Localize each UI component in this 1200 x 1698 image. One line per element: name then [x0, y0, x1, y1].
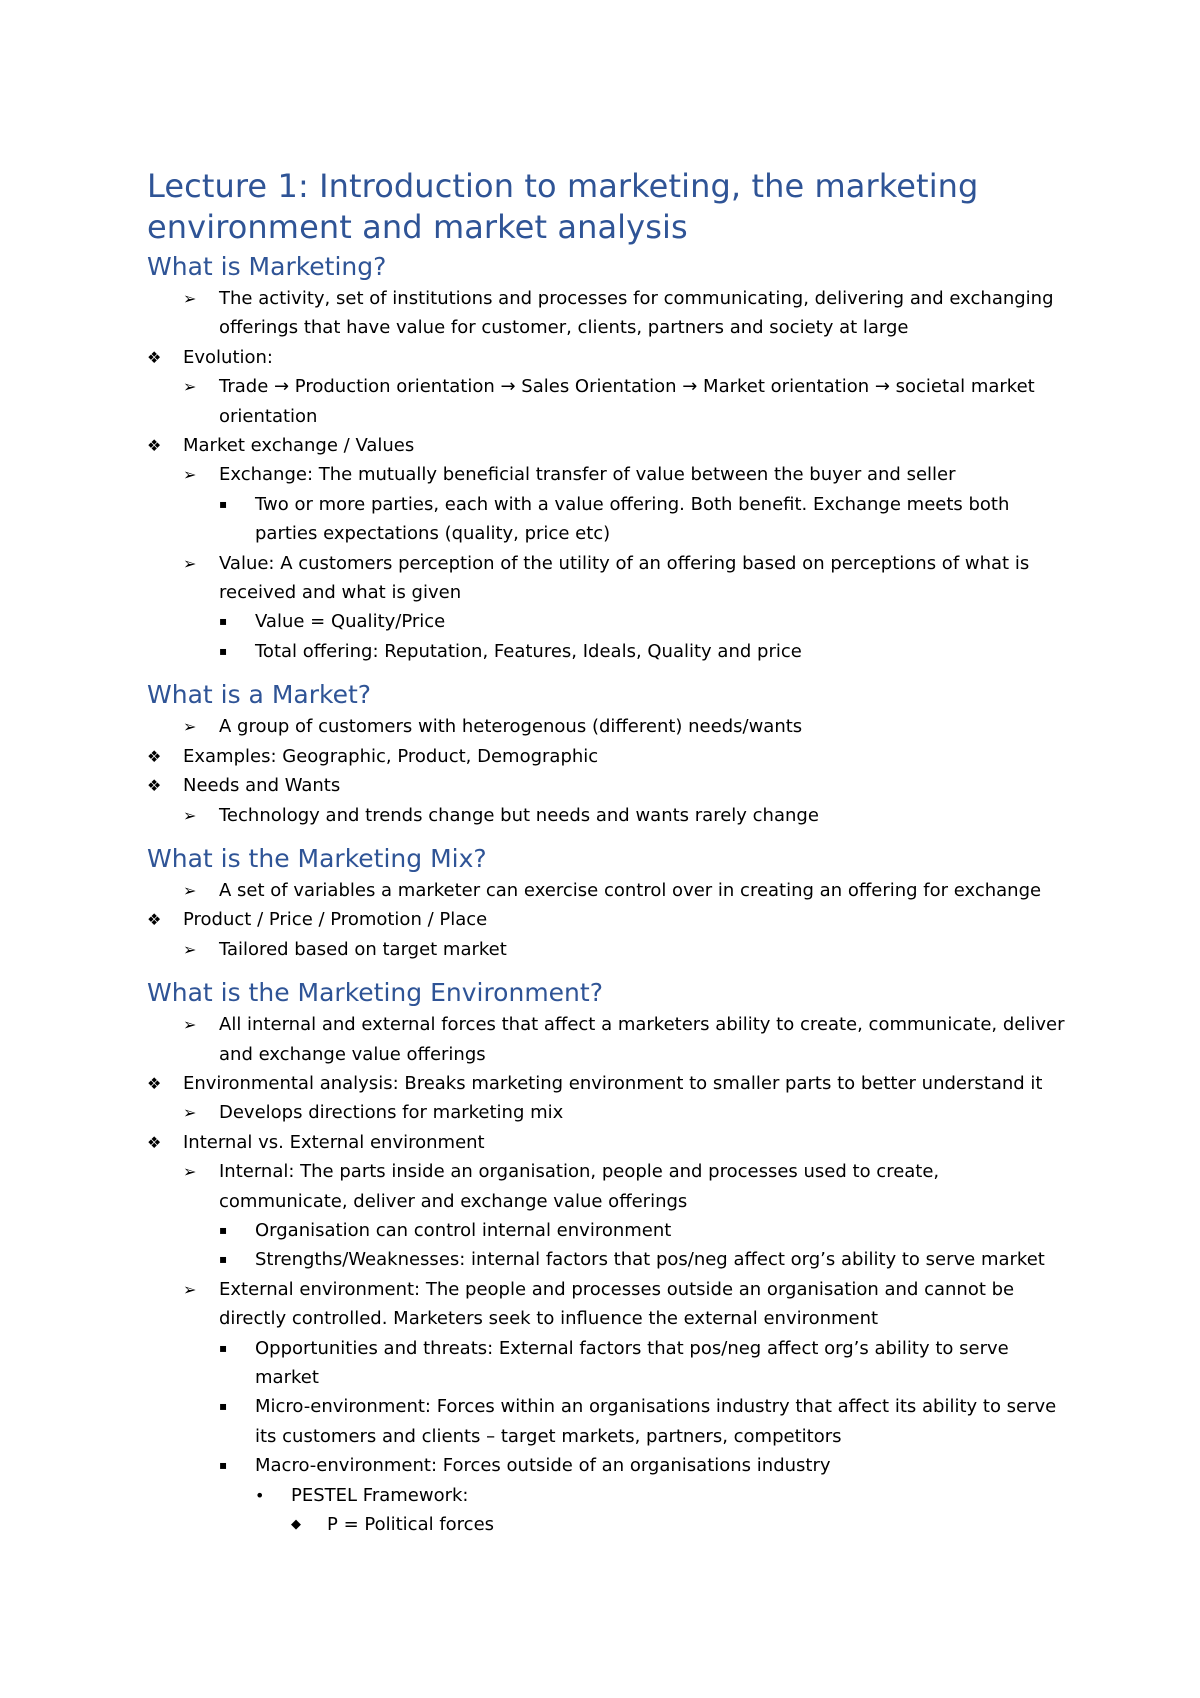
- list-item-text: Macro-environment: Forces outside of an organisations industry: [255, 1455, 831, 1477]
- section-heading: What is a Market?: [147, 680, 372, 710]
- list-item-text: All internal and external forces that affect a marketers ability to create, communicate, deliver and exchange value offerings: [219, 1014, 1065, 1065]
- list-item-text: Examples: Geographic, Product, Demographic: [183, 745, 599, 767]
- diamond4-bullet-icon: ❖: [147, 776, 162, 796]
- list-item-text: Opportunities and threats: External factors that pos/neg affect org’s ability to serve market: [255, 1337, 1009, 1388]
- list-item-text: External environment: The people and processes outside an organisation and cannot be directly controlled. Marketers seek to influence the external environment: [219, 1278, 1015, 1330]
- list-item-text: Develops directions for marketing mix: [219, 1102, 564, 1124]
- arrow-bullet-icon: ➢: [183, 1162, 197, 1182]
- list-item-text: Total offering: Reputation, Features, Ideals, Quality and price: [255, 640, 802, 662]
- list-item: [147, 607, 1067, 636]
- list-item-text: Trade → Production orientation → Sales Orientation → Market orientation → societal market orientation: [219, 376, 1035, 427]
- list-item-text: Internal: The parts inside an organisation, people and processes used to create, communicate, deliver and exchange value offerings: [219, 1161, 940, 1212]
- section-heading: What is the Marketing Environment?: [147, 978, 603, 1008]
- document-body: [147, 166, 1067, 1539]
- list-item: [147, 1510, 1067, 1539]
- list-item-text: A set of variables a marketer can exercise control over in creating an offering for exchange: [219, 879, 1042, 901]
- list-item-text: Internal vs. External environment: [183, 1131, 485, 1153]
- list-item: [147, 1275, 1067, 1334]
- arrow-bullet-icon: ➢: [183, 1015, 197, 1035]
- diamond4-bullet-icon: ❖: [147, 746, 162, 766]
- list-item: [147, 637, 1067, 666]
- list-item-text: Exchange: The mutually beneficial transfer of value between the buyer and seller: [219, 464, 956, 486]
- square-bullet-icon: ▪: [219, 1252, 228, 1267]
- list-item: [147, 549, 1067, 608]
- square-bullet-icon: ▪: [219, 496, 228, 511]
- list-item: [147, 876, 1067, 905]
- list-item: [147, 1069, 1067, 1098]
- diamond-bullet-icon: ◆: [291, 1517, 301, 1533]
- list-item: [147, 712, 1067, 741]
- list-item-text: Two or more parties, each with a value offering. Both benefit. Exchange meets both parties expectations (quality, price etc): [255, 493, 1010, 545]
- list-item-text: Evolution:: [183, 346, 273, 368]
- list-item-text: P = Political forces: [327, 1514, 495, 1536]
- list-item-text: Product / Price / Promotion / Place: [183, 909, 488, 931]
- list-item: [147, 1451, 1067, 1480]
- arrow-bullet-icon: ➢: [183, 1279, 197, 1299]
- list-item: [147, 1157, 1067, 1216]
- list-item: [147, 935, 1067, 964]
- list-item: [147, 905, 1067, 934]
- diamond4-bullet-icon: ❖: [147, 1073, 162, 1093]
- document-title: Lecture 1: Introduction to marketing, the marketing environment and market analysis: [147, 167, 979, 246]
- list-item-text: Micro-environment: Forces within an organisations industry that affect its ability to serve its customers and clients – target markets, partners, competitors: [255, 1396, 1057, 1447]
- section-heading: What is the Marketing Mix?: [147, 843, 487, 873]
- list-item-text: Value = Quality/Price: [255, 611, 446, 633]
- arrow-bullet-icon: ➢: [183, 880, 197, 900]
- diamond4-bullet-icon: ❖: [147, 347, 162, 367]
- list-item: [147, 460, 1067, 489]
- list-item-text: Needs and Wants: [183, 775, 341, 797]
- diamond4-bullet-icon: ❖: [147, 910, 162, 930]
- square-bullet-icon: ▪: [219, 643, 228, 658]
- arrow-bullet-icon: ➢: [183, 465, 197, 485]
- list-item-text: Tailored based on target market: [219, 938, 507, 960]
- list-item: [147, 1128, 1067, 1157]
- list-item: [147, 742, 1067, 771]
- list-item-text: The activity, set of institutions and processes for communicating, delivering and exchanging offerings that have value for customer, clients, partners and society at large: [219, 288, 1054, 339]
- list-item-text: PESTEL Framework:: [291, 1484, 469, 1506]
- square-bullet-icon: ▪: [219, 1458, 228, 1473]
- list-item: [147, 1334, 1067, 1393]
- arrow-bullet-icon: ➢: [183, 805, 197, 825]
- diamond4-bullet-icon: ❖: [147, 436, 162, 456]
- list-item: [147, 1098, 1067, 1127]
- list-item: [147, 343, 1067, 372]
- section-heading: What is Marketing?: [147, 252, 387, 281]
- list-item-text: Strengths/Weaknesses: internal factors that pos/neg affect org’s ability to serve market: [255, 1249, 1045, 1271]
- list-item: [147, 1481, 1067, 1510]
- arrow-bullet-icon: ➢: [183, 1103, 197, 1123]
- list-item-text: A group of customers with heterogenous (different) needs/wants: [219, 716, 803, 738]
- list-item-text: Market exchange / Values: [183, 435, 415, 457]
- list-item-text: Environmental analysis: Breaks marketing environment to smaller parts to better understand it: [183, 1072, 1043, 1094]
- arrow-bullet-icon: ➢: [183, 939, 197, 959]
- dot-bullet-icon: •: [255, 1485, 265, 1505]
- square-bullet-icon: ▪: [219, 1399, 228, 1414]
- list-item: [147, 1216, 1067, 1245]
- list-item: [147, 372, 1067, 431]
- square-bullet-icon: ▪: [219, 1222, 228, 1237]
- square-bullet-icon: ▪: [219, 614, 228, 629]
- list-item: [147, 431, 1067, 460]
- arrow-bullet-icon: ➢: [183, 553, 197, 573]
- arrow-bullet-icon: ➢: [183, 289, 197, 308]
- list-item: [147, 1392, 1067, 1451]
- list-item-text: Organisation can control internal environment: [255, 1219, 672, 1241]
- arrow-bullet-icon: ➢: [183, 717, 197, 737]
- list-item: [147, 801, 1067, 830]
- list-item-text: Value: A customers perception of the utility of an offering based on perceptions of what is received and what is given: [219, 552, 1030, 604]
- arrow-bullet-icon: ➢: [183, 377, 197, 397]
- diamond4-bullet-icon: ❖: [147, 1132, 162, 1152]
- list-item: [147, 771, 1067, 800]
- list-item: [147, 284, 1067, 343]
- list-item: [147, 490, 1067, 549]
- list-item: [147, 1010, 1067, 1069]
- list-item-text: Technology and trends change but needs and wants rarely change: [219, 804, 819, 826]
- square-bullet-icon: ▪: [219, 1340, 228, 1355]
- list-item: [147, 1245, 1067, 1274]
